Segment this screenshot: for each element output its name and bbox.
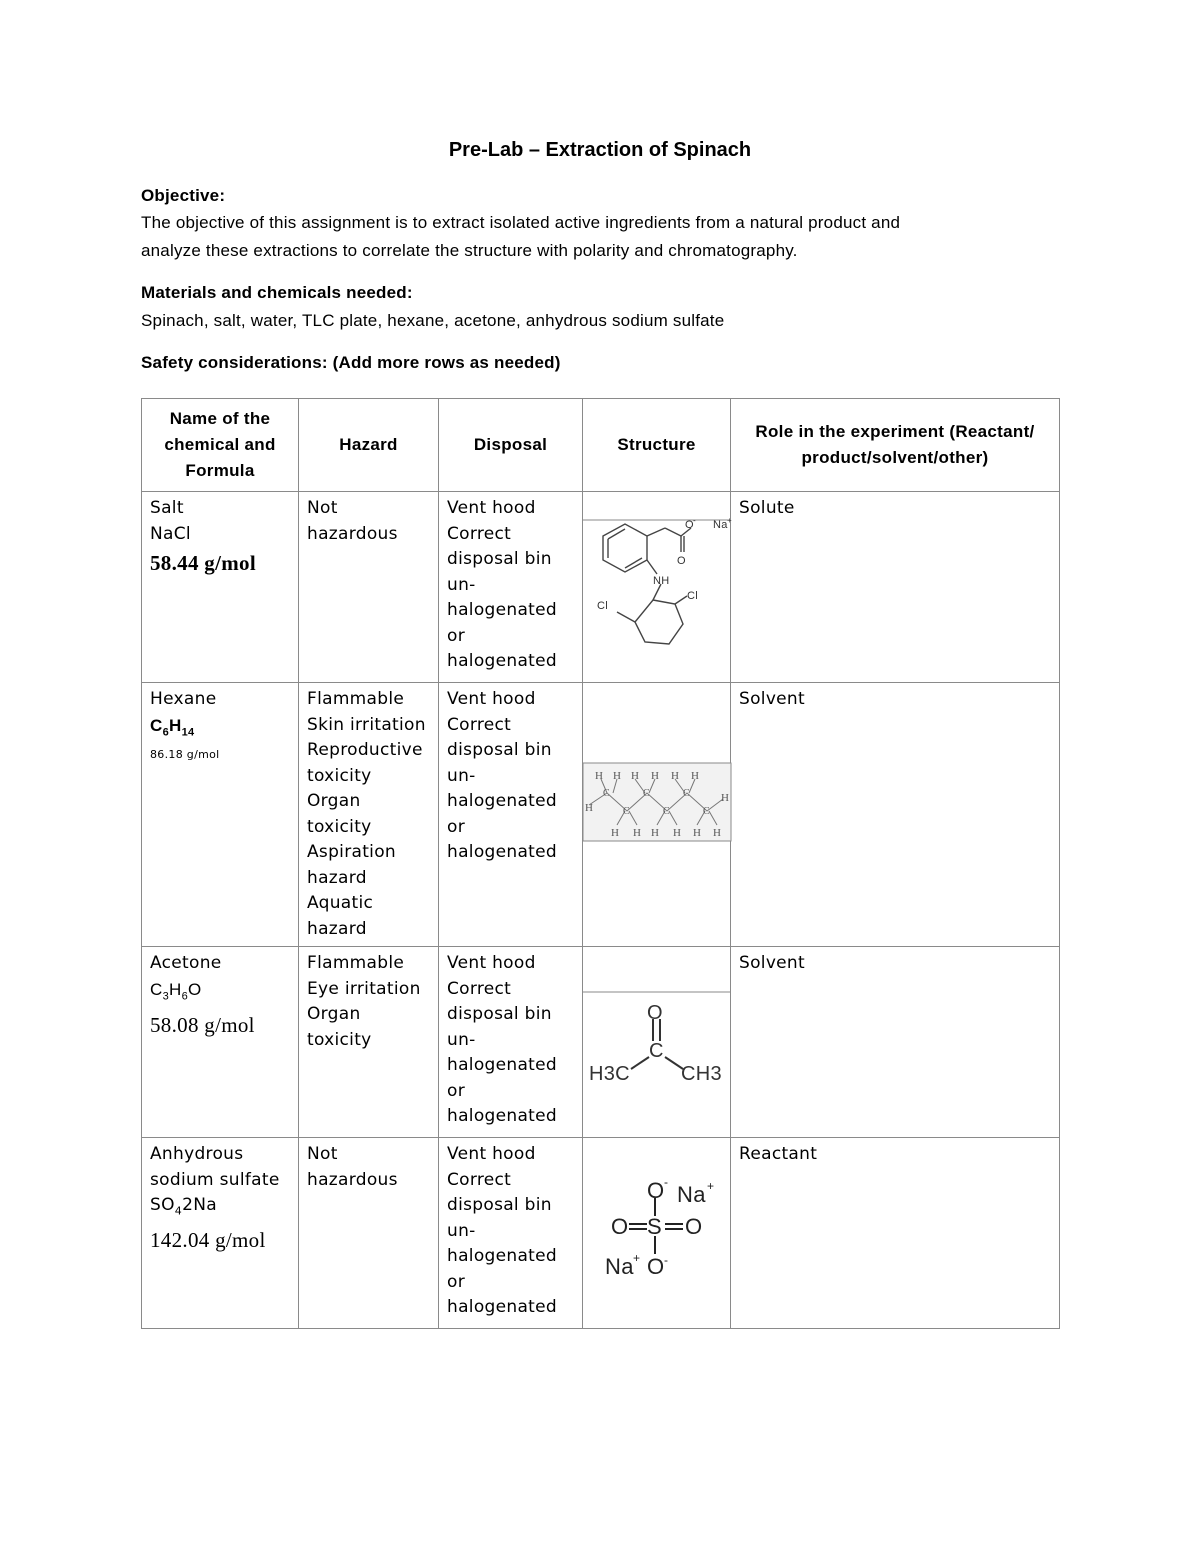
svg-text:+: + [633, 1251, 641, 1265]
structure-label: C [649, 1040, 664, 1062]
svg-text:+: + [727, 516, 732, 525]
header-structure: Structure [583, 399, 731, 492]
disposal-line: Vent hood [447, 498, 536, 518]
hazard-cell [299, 492, 439, 683]
role-cell: Solute [731, 492, 1060, 683]
disposal-line: Vent hood [447, 953, 536, 973]
table-row [142, 683, 1060, 947]
structure-cell [583, 492, 731, 683]
disposal-line: halogenated [447, 1246, 557, 1266]
structure-label: + [707, 1179, 715, 1193]
table-row [142, 492, 1060, 683]
structure-label: O [685, 1214, 703, 1239]
hazard-item: hazardous [307, 523, 398, 544]
structure-label: O [611, 1214, 629, 1239]
disposal-cell [439, 1138, 583, 1329]
svg-text:H: H [651, 827, 660, 839]
chemical-cell [142, 947, 299, 1138]
sodium-sulfate-structure-image [583, 1138, 731, 1328]
structure-label: O [677, 555, 686, 567]
structure-label: CH3 [681, 1063, 722, 1085]
disposal-cell [439, 492, 583, 683]
role-cell: Reactant [731, 1138, 1060, 1329]
disposal-line: halogenated [447, 1297, 557, 1317]
svg-text:Na: Na [605, 1254, 634, 1279]
table-header-row [142, 399, 1060, 492]
header-name-line2: chemical and [164, 435, 276, 454]
role-cell: Solvent [731, 683, 1060, 947]
structure-label: Cl [687, 590, 698, 602]
molar-mass: 58.08 g/mol [150, 1013, 255, 1038]
svg-text:H: H [673, 827, 682, 839]
hazard-cell [299, 683, 439, 947]
header-role-line2: product/solvent/other) [801, 448, 989, 467]
molar-mass: 86.18 g/mol [150, 748, 220, 762]
chemical-formula: $C_6H_{14}$ [150, 715, 195, 738]
svg-text:H: H [633, 827, 642, 839]
structure-label: NH [653, 575, 670, 587]
disposal-line: halogenated [447, 1106, 557, 1126]
disposal-line: disposal bin [447, 1004, 552, 1024]
header-name-line3: Formula [185, 461, 255, 480]
hazard-cell [299, 1138, 439, 1329]
hazard-item: Skin irritation [307, 714, 426, 735]
objective-heading: Objective: [141, 186, 226, 205]
chemical-name: Anhydrous [150, 1144, 244, 1164]
chemical-name: Acetone [150, 953, 222, 973]
chemical-name: sodium sulfate [150, 1169, 280, 1190]
hazard-item: hazardous [307, 1169, 398, 1190]
svg-text:H: H [713, 827, 722, 839]
structure-label: Na [713, 519, 728, 531]
structure-label: O [647, 1002, 663, 1024]
disposal-line: un- [447, 1029, 476, 1050]
header-role-line1: Role in the experiment (Reactant/ [755, 422, 1035, 441]
chemical-cell [142, 683, 299, 947]
structure-label: S [647, 1214, 662, 1239]
structure-cell [583, 947, 731, 1138]
structure-label: C [603, 788, 610, 799]
svg-text:C: C [703, 806, 710, 817]
hazard-item: Eye irritation [307, 978, 421, 999]
disposal-line: halogenated [447, 651, 557, 671]
chemical-name: Salt [150, 498, 184, 518]
disposal-line: halogenated [447, 600, 557, 620]
disposal-line: Vent hood [447, 1144, 536, 1164]
table-row [142, 1138, 1060, 1329]
header-disposal: Disposal [439, 399, 583, 492]
disposal-line: or [447, 1080, 465, 1101]
chemical-formula: NaCl [150, 523, 191, 544]
hazard-item: hazard [307, 918, 367, 939]
materials-heading: Materials and chemicals needed: [141, 283, 413, 302]
svg-text:H: H [691, 770, 700, 782]
disposal-line: disposal bin [447, 549, 552, 569]
hazard-item: Not [307, 498, 338, 518]
objective-text-line1: The objective of this assignment is to extract isolated active ingredients from a natural product and [141, 213, 901, 232]
svg-text:H: H [651, 770, 660, 782]
structure-label: H [595, 770, 604, 782]
header-role [731, 399, 1060, 492]
svg-text:-: - [664, 1253, 669, 1267]
hazard-item: Organ toxicity [307, 1004, 372, 1050]
page-title: Pre-Lab – Extraction of Spinach [448, 139, 752, 161]
hazard-item: Not [307, 1144, 338, 1164]
molar-mass: 58.44 g/mol [150, 551, 256, 575]
chemical-cell [142, 492, 299, 683]
structure-cell [583, 683, 731, 947]
disposal-line: disposal bin [447, 740, 552, 760]
structure-label: Cl [597, 600, 608, 612]
acetone-structure-image [583, 947, 731, 1137]
table-row [142, 947, 1060, 1138]
structure-cell [583, 1138, 731, 1329]
hazard-item: toxicity [307, 765, 372, 786]
svg-text:C: C [623, 806, 630, 817]
chemical-formula: $C_3H_6O$ [150, 979, 202, 1002]
diclofenac-structure-image [583, 492, 731, 682]
disposal-line: halogenated [447, 1055, 557, 1075]
disposal-line: or [447, 625, 465, 646]
structure-label: O [647, 1178, 665, 1203]
disposal-line: Correct [447, 1169, 512, 1190]
disposal-line: un- [447, 574, 476, 595]
header-name-line1: Name of the [169, 409, 271, 428]
molar-mass: 142.04 g/mol [150, 1227, 266, 1252]
disposal-line: Correct [447, 714, 512, 735]
svg-text:H: H [671, 770, 680, 782]
disposal-line: un- [447, 1220, 476, 1241]
disposal-cell [439, 683, 583, 947]
safety-heading: Safety considerations: (Add more rows as needed) [141, 353, 561, 372]
chemical-cell [142, 1138, 299, 1329]
disposal-line: or [447, 1271, 465, 1292]
svg-text:-: - [693, 516, 696, 525]
role-cell: Solvent [731, 947, 1060, 1138]
structure-label: H3C [589, 1063, 630, 1085]
disposal-line: halogenated [447, 842, 557, 862]
svg-text:H: H [693, 827, 702, 839]
svg-text:H: H [585, 802, 594, 814]
safety-table [141, 398, 1060, 1329]
structure-label: - [664, 1175, 669, 1189]
hazard-item: Organ toxicity [307, 791, 372, 837]
svg-text:C: C [663, 806, 670, 817]
disposal-line: disposal bin [447, 1195, 552, 1215]
hexane-structure-image [583, 683, 731, 923]
structure-label: Na [677, 1182, 706, 1207]
svg-text:C: C [683, 788, 690, 799]
header-name-formula [142, 399, 299, 492]
hazard-cell [299, 947, 439, 1138]
objective-text-line2: analyze these extractions to correlate the structure with polarity and chromatography. [141, 241, 798, 260]
svg-text:H: H [613, 770, 622, 782]
hazard-item: hazard [307, 867, 367, 888]
disposal-line: Vent hood [447, 689, 536, 709]
disposal-line: un- [447, 765, 476, 786]
svg-text:O: O [647, 1254, 665, 1279]
disposal-line: Correct [447, 523, 512, 544]
chemical-name: Hexane [150, 689, 217, 709]
hazard-item: Flammable [307, 689, 405, 709]
hazard-item: Flammable [307, 953, 405, 973]
hazard-item: Reproductive [307, 740, 423, 760]
hazard-item: Aquatic [307, 893, 374, 913]
svg-text:C: C [643, 788, 650, 799]
svg-text:H: H [611, 827, 620, 839]
disposal-line: or [447, 816, 465, 837]
svg-text:H: H [631, 770, 640, 782]
disposal-line: halogenated [447, 791, 557, 811]
structure-label: O [685, 519, 694, 531]
hazard-item: Aspiration [307, 842, 396, 862]
header-hazard: Hazard [299, 399, 439, 492]
materials-text: Spinach, salt, water, TLC plate, hexane, acetone, anhydrous sodium sulfate [141, 311, 725, 330]
svg-text:H: H [721, 792, 730, 804]
disposal-cell [439, 947, 583, 1138]
chemical-formula: $SO_42Na$ [150, 1195, 217, 1218]
disposal-line: Correct [447, 978, 512, 999]
